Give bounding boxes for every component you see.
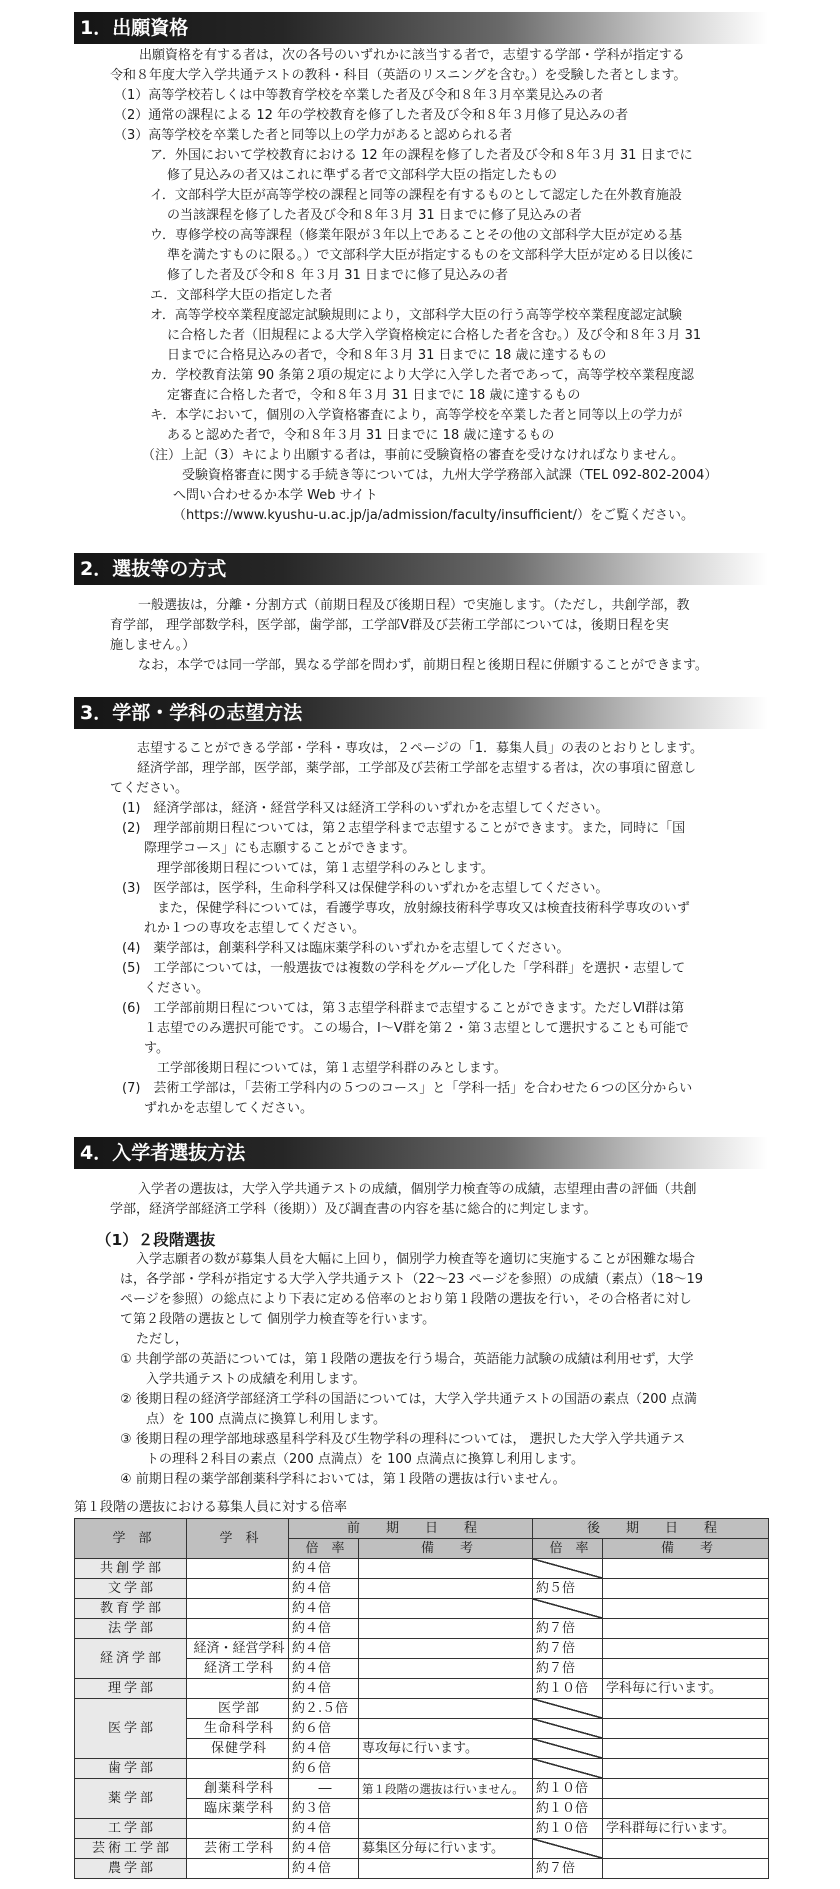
subject-cell: 芸術工学科 [187,1839,289,1859]
text-line: ずれかを志望してください。 [144,1101,314,1116]
list-item: ③ 後期日程の理学部地球惑星科学科及び生物学科の理科については， 選択した大学入学共通テス [120,1432,686,1447]
list-item: (5) 工学部については，一般選抜では複数の学科をグループ化した「学科群」を選択・志望して [122,961,686,976]
late-ratio-not-applicable [533,1599,603,1619]
section-2-header: 2．選抜等の方式 [74,553,768,585]
early-remarks-cell: 第１段階の選抜は行いません。 [359,1779,533,1799]
text-line: 点）を 100 点満点に換算し利用します。 [146,1412,387,1427]
text-line: 育学部， 理学部数学科，医学部，歯学部，工学部Ⅴ群及び芸術工学部については，後期日程を実 [110,618,669,633]
text-line: トの理科２科目の素点（200 点満点）を 100 点満点に換算し利用します。 [146,1452,584,1467]
col-header-late: 後 期 日 程 [533,1519,769,1539]
late-ratio-cell: 約１０倍 [533,1679,603,1699]
early-remarks-cell [359,1639,533,1659]
list-item: (3) 医学部は，医学科，生命科学科又は保健学科のいずれかを志望してください。 [122,881,609,896]
section-3-header: 3．学部・学科の志望方法 [74,697,768,729]
late-ratio-cell: 約１０倍 [533,1799,603,1819]
text-line: 修了した者及び令和８ 年３月 31 日までに修了見込みの者 [167,268,508,283]
text-line: 一般選抜は，分離・分割方式（前期日程及び後期日程）で実施します。（ただし，共創学部，教 [138,598,690,613]
text-line: あると認めた者で，令和８年３月 31 日までに 18 歳に達するもの [167,428,555,443]
early-remarks-cell [359,1579,533,1599]
table-row [75,1839,769,1859]
text-line: は，各学部・学科が指定する大学入学共通テスト（22～23 ページを参照）の成績（素点）（18～19 [120,1272,704,1287]
late-ratio-cell: 約５倍 [533,1579,603,1599]
early-remarks-cell [359,1659,533,1679]
text-line: 際理学コース」にも志願することができます。 [144,841,416,856]
text-line: 学部，経済学部経済工学科（後期））及び調査書の内容を基に総合的に判定します。 [110,1202,597,1217]
late-remarks-cell [603,1779,769,1799]
subject-cell: 創薬科学科 [187,1779,289,1799]
late-ratio-cell: 約７倍 [533,1619,603,1639]
late-remarks-cell [603,1699,769,1719]
text-line: 入学共通テストの成績を利用します。 [146,1372,366,1387]
early-ratio-cell: 約４倍 [289,1819,359,1839]
col-header-early-ratio: 倍 率 [289,1539,359,1559]
late-ratio-not-applicable [533,1839,603,1859]
text-line: 入学志願者の数が募集人員を大幅に上回り，個別学力検査等を適切に実施することが困難な場合 [136,1252,696,1267]
early-ratio-cell: 約４倍 [289,1859,359,1879]
table-row [75,1759,769,1779]
col-header-early-remarks: 備 考 [359,1539,533,1559]
early-remarks-cell: 専攻毎に行います。 [359,1739,533,1759]
note-line: 受験資格審査に関する手続き等については，九州大学学務部入試課（TEL 092-802-2004） [182,468,718,483]
table-row [75,1619,769,1639]
early-ratio-cell: ― [289,1779,359,1799]
table-row [75,1559,769,1579]
late-ratio-not-applicable [533,1699,603,1719]
early-remarks-cell [359,1559,533,1579]
text-line: てください。 [110,781,189,796]
early-remarks-cell [359,1819,533,1839]
department-cell: 教育学部 [75,1599,187,1619]
text-line: 修了見込みの者又はこれに準ずる者で文部科学大臣の指定したもの [167,168,558,183]
late-remarks-cell [603,1739,769,1759]
note-line: へ問い合わせるか本学 Web サイト [173,488,378,503]
text-line: なお，本学では同一学部，異なる学部を問わず，前期日程と後期日程に併願することができます。 [138,658,708,673]
early-remarks-cell [359,1719,533,1739]
early-remarks-cell [359,1599,533,1619]
department-cell: 医学部 [75,1699,187,1759]
late-remarks-cell [603,1799,769,1819]
table-row [75,1859,769,1879]
table-row [75,1599,769,1619]
department-cell: 薬学部 [75,1779,187,1819]
early-ratio-cell: 約４倍 [289,1839,359,1859]
early-ratio-cell: 約４倍 [289,1639,359,1659]
subject-cell [187,1619,289,1639]
early-ratio-cell: 約４倍 [289,1579,359,1599]
table-body [75,1559,769,1879]
text-line: ください。 [144,981,210,996]
early-ratio-cell: 約４倍 [289,1619,359,1639]
subject-cell: 経済・経営学科 [187,1639,289,1659]
early-ratio-cell: 約２.５倍 [289,1699,359,1719]
text-line: 理学部後期日程については，第１志望学科のみとします。 [157,861,494,876]
subject-cell: 生命科学科 [187,1719,289,1739]
text-line: ページを参照）の総点により下表に定める倍率のとおり第１段階の選抜を行い，その合格者に対し [120,1292,692,1307]
table-row [75,1639,769,1659]
late-ratio-not-applicable [533,1759,603,1779]
text-line: れか１つの専攻を志望してください。 [144,921,366,936]
late-ratio-cell: 約１０倍 [533,1819,603,1839]
text-line: 施しません。） [110,638,196,653]
early-ratio-cell: 約４倍 [289,1739,359,1759]
list-item: カ．学校教育法第 90 条第２項の規定により大学に入学した者であって，高等学校卒業程度認 [150,368,694,383]
list-item: (2) 理学部前期日程については，第２志望学科まで志望することができます。また，同時に「国 [122,821,686,836]
late-remarks-cell [603,1639,769,1659]
late-remarks-cell: 学科群毎に行います。 [603,1819,769,1839]
early-ratio-cell: 約４倍 [289,1559,359,1579]
department-cell: 農学部 [75,1859,187,1879]
early-remarks-cell [359,1679,533,1699]
subject-cell [187,1819,289,1839]
late-remarks-cell [603,1659,769,1679]
table-row [75,1579,769,1599]
text-line: 工学部後期日程については，第１志望学科群のみとします。 [157,1061,507,1076]
col-header-early: 前 期 日 程 [289,1519,533,1539]
list-item: (1) 経済学部は，経済・経営学科又は経済工学科のいずれかを志望してください。 [122,801,609,816]
text-line: 志望することができる学部・学科・専攻は，２ページの「1．募集人員」の表のとおりとします。 [137,741,703,756]
subject-cell [187,1599,289,1619]
list-item: イ．文部科学大臣が高等学校の課程と同等の課程を有するものとして認定した在外教育施設 [150,188,682,203]
subject-cell [187,1859,289,1879]
website-url[interactable]: （https://www.kyushu-u.ac.jp/ja/admission/faculty/insufficient/）をご覧ください。 [173,508,695,523]
early-remarks-cell: 募集区分毎に行います。 [359,1839,533,1859]
late-remarks-cell [603,1719,769,1739]
late-remarks-cell [603,1839,769,1859]
text-line: 日までに合格見込みの者で，令和８年３月 31 日までに 18 歳に達するもの [167,348,607,363]
list-item: キ．本学において，個別の入学資格審査により，高等学校を卒業した者と同等以上の学力が [150,408,683,423]
list-item: （1）高等学校若しくは中等教育学校を卒業した者及び令和８年３月卒業見込みの者 [114,88,604,103]
early-ratio-cell: 約６倍 [289,1759,359,1779]
early-ratio-cell: 約４倍 [289,1679,359,1699]
late-remarks-cell [603,1619,769,1639]
late-remarks-cell [603,1859,769,1879]
early-remarks-cell [359,1859,533,1879]
list-item: エ．文部科学大臣の指定した者 [150,288,333,303]
col-header-department: 学 部 [75,1519,187,1559]
text-line: の当該課程を修了した者及び令和８年３月 31 日までに修了見込みの者 [167,208,582,223]
late-ratio-cell: 約７倍 [533,1639,603,1659]
subsection-title: （1）２段階選抜 [96,1231,216,1249]
subject-cell [187,1559,289,1579]
text-line: 出願資格を有する者は，次の各号のいずれかに該当する者で，志望する学部・学科が指定する [139,48,685,63]
late-ratio-not-applicable [533,1559,603,1579]
col-header-late-remarks: 備 考 [603,1539,769,1559]
text-line: また，保健学科については，看護学専攻，放射線技術科学専攻又は検査技術科学専攻のいず [157,901,690,916]
table-row [75,1819,769,1839]
table-row [75,1679,769,1699]
early-ratio-cell: 約４倍 [289,1659,359,1679]
subject-cell: 医学部 [187,1699,289,1719]
table-row [75,1779,769,1799]
text-line: ただし， [136,1332,189,1347]
table-row [75,1699,769,1719]
note-line: （注）上記（3）キにより出願する者は，事前に受験資格の審査を受けなければなりません。 [142,448,685,463]
text-line: て第２段階の選抜として 個別学力検査等を行います。 [120,1312,436,1327]
subject-cell [187,1759,289,1779]
selection-ratio-table [74,1518,769,1879]
department-cell: 歯学部 [75,1759,187,1779]
early-remarks-cell [359,1759,533,1779]
department-cell: 法学部 [75,1619,187,1639]
list-item: (6) 工学部前期日程については，第３志望学科群まで志望することができます。ただしⅥ群は第 [122,1001,685,1016]
department-cell: 共創学部 [75,1559,187,1579]
late-ratio-cell: 約７倍 [533,1659,603,1679]
text-line: 令和８年度大学入学共通テストの教科・科目（英語のリスニングを含む。）を受験した者とします。 [110,68,687,83]
list-item: (4) 薬学部は，創薬科学科又は臨床薬学科のいずれかを志望してください。 [122,941,570,956]
col-header-subject: 学 科 [187,1519,289,1559]
list-item: ② 後期日程の経済学部経済工学科の国語については，大学入学共通テストの国語の素点（200 点満 [120,1392,697,1407]
subject-cell: 経済工学科 [187,1659,289,1679]
text-line: に合格した者（旧規程による大学入学資格検定に合格した者を含む。）及び令和８年３月 31 [167,328,702,343]
col-header-late-ratio: 倍 率 [533,1539,603,1559]
text-line: す。 [144,1041,169,1056]
subject-cell [187,1679,289,1699]
list-item: ④ 前期日程の薬学部創薬科学科においては，第１段階の選抜は行いません。 [120,1472,566,1487]
early-remarks-cell [359,1619,533,1639]
list-item: ア．外国において学校教育における 12 年の課程を修了した者及び令和８年３月 31 日までに [150,148,693,163]
early-ratio-cell: 約３倍 [289,1799,359,1819]
text-line: １志望でのみ選択可能です。この場合，Ⅰ～Ⅴ群を第２・第３志望として選択することも可能で [144,1021,689,1036]
early-remarks-cell [359,1699,533,1719]
section-4-header: 4．入学者選抜方法 [74,1137,768,1169]
department-cell: 工学部 [75,1819,187,1839]
subject-cell [187,1579,289,1599]
late-remarks-cell [603,1559,769,1579]
text-line: 入学者の選抜は，大学入学共通テストの成績，個別学力検査等の成績，志望理由書の評価（共創 [138,1182,697,1197]
late-ratio-not-applicable [533,1719,603,1739]
late-remarks-cell [603,1759,769,1779]
department-cell: 芸術工学部 [75,1839,187,1859]
department-cell: 理学部 [75,1679,187,1699]
text-line: 定審査に合格した者で，令和８年３月 31 日までに 18 歳に達するもの [167,388,581,403]
list-item: (7) 芸術工学部は，「芸術工学科内の５つのコース」と「学科一括」を合わせた６つの区分からい [122,1081,693,1096]
department-cell: 文学部 [75,1579,187,1599]
list-item: ① 共創学部の英語については，第１段階の選抜を行う場合，英語能力試験の成績は利用せず，大学 [120,1352,694,1367]
list-item: （2）通常の課程による 12 年の学校教育を修了した者及び令和８年３月修了見込みの者 [114,108,629,123]
late-remarks-cell: 学科毎に行います。 [603,1679,769,1699]
list-item: （3）高等学校を卒業した者と同等以上の学力があると認められる者 [114,128,513,143]
list-item: オ．高等学校卒業程度認定試験規則により，文部科学大臣の行う高等学校卒業程度認定試験 [150,308,682,323]
late-remarks-cell [603,1599,769,1619]
early-remarks-cell [359,1799,533,1819]
early-ratio-cell: 約４倍 [289,1599,359,1619]
late-ratio-not-applicable [533,1739,603,1759]
subject-cell: 臨床薬学科 [187,1799,289,1819]
late-ratio-cell: 約１０倍 [533,1779,603,1799]
table-caption: 第１段階の選抜における募集人員に対する倍率 [74,1500,348,1515]
text-line: 経済学部，理学部，医学部，薬学部，工学部及び芸術工学部を志望する者は，次の事項に留意し [137,761,697,776]
section-1-header: 1．出願資格 [74,12,768,44]
list-item: ウ．専修学校の高等課程（修業年限が３年以上であることその他の文部科学大臣が定める基 [150,228,682,243]
subject-cell: 保健学科 [187,1739,289,1759]
text-line: 準を満たすものに限る。）で文部科学大臣が指定するものを文部科学大臣が定める日以後に [167,248,694,263]
department-cell: 経済学部 [75,1639,187,1679]
early-ratio-cell: 約６倍 [289,1719,359,1739]
late-remarks-cell [603,1579,769,1599]
late-ratio-cell: 約７倍 [533,1859,603,1879]
